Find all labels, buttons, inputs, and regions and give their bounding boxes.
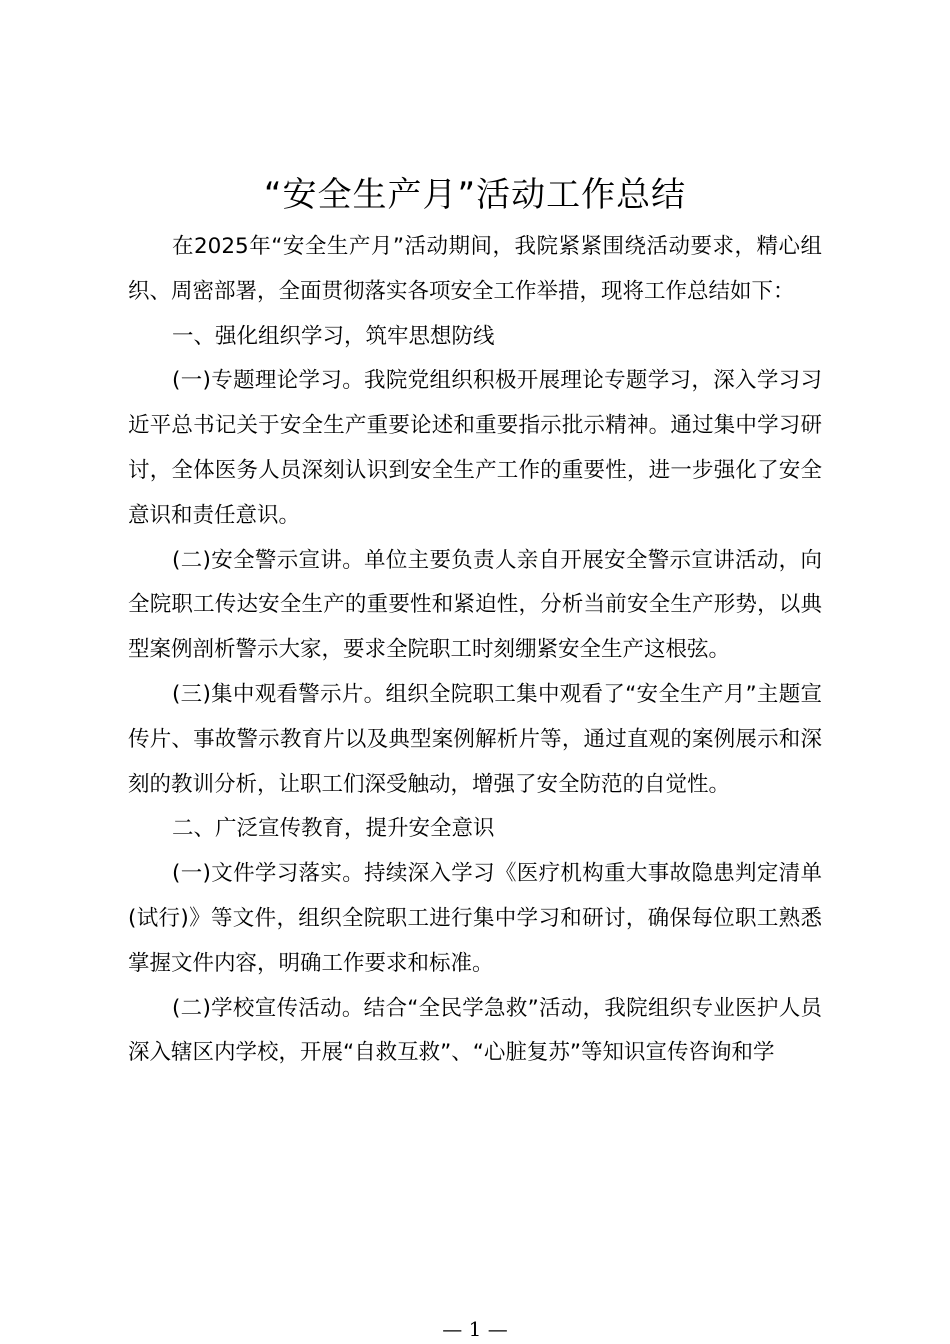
page-number: — 1 — <box>442 1317 508 1341</box>
section-heading-1: 一、强化组织学习，筑牢思想防线 <box>172 323 495 349</box>
section1-item-1: (一)专题理论学习。我院党组织积极开展理论专题学习，深入学习习近平总书记关于安全生产重要论述和重要指示批示精神。通过集中学习研讨，全体医务人员深刻认识到安全生产工作的重要性，进一步强化了安全意识和责任意识。 <box>128 368 822 528</box>
section-heading-2: 二、广泛宣传教育，提升安全意识 <box>172 816 495 842</box>
intro-paragraph: 在2025年“安全生产月”活动期间，我院紧紧围绕活动要求，精心组织、周密部署，全面贯彻落实各项安全工作举措，现将工作总结如下： <box>128 234 822 304</box>
document-body <box>128 225 822 1076</box>
section1-item-3: (三)集中观看警示片。组织全院职工集中观看了“安全生产月”主题宣传片、事故警示教育片以及典型案例解析片等，通过直观的案例展示和深刻的教训分析，让职工们深受触动，增强了安全防范的自觉性。 <box>128 681 822 797</box>
section2-item-2: (二)学校宣传活动。结合“全民学急救”活动，我院组织专业医护人员深入辖区内学校，开展“自救互救”、“心脏复苏”等知识宣传咨询和学 <box>128 995 822 1066</box>
document-title: “安全生产月”活动工作总结 <box>263 175 687 215</box>
section2-item-1: (一)文件学习落实。持续深入学习《医疗机构重大事故隐患判定清单(试行)》等文件，组织全院职工进行集中学习和研讨，确保每位职工熟悉掌握文件内容，明确工作要求和标准。 <box>128 861 822 976</box>
section1-item-2: (二)安全警示宣讲。单位主要负责人亲自开展安全警示宣讲活动，向全院职工传达安全生产的重要性和紧迫性，分析当前安全生产形势，以典型案例剖析警示大家，要求全院职工时刻绷紧安全生产这根弦。 <box>128 547 822 663</box>
